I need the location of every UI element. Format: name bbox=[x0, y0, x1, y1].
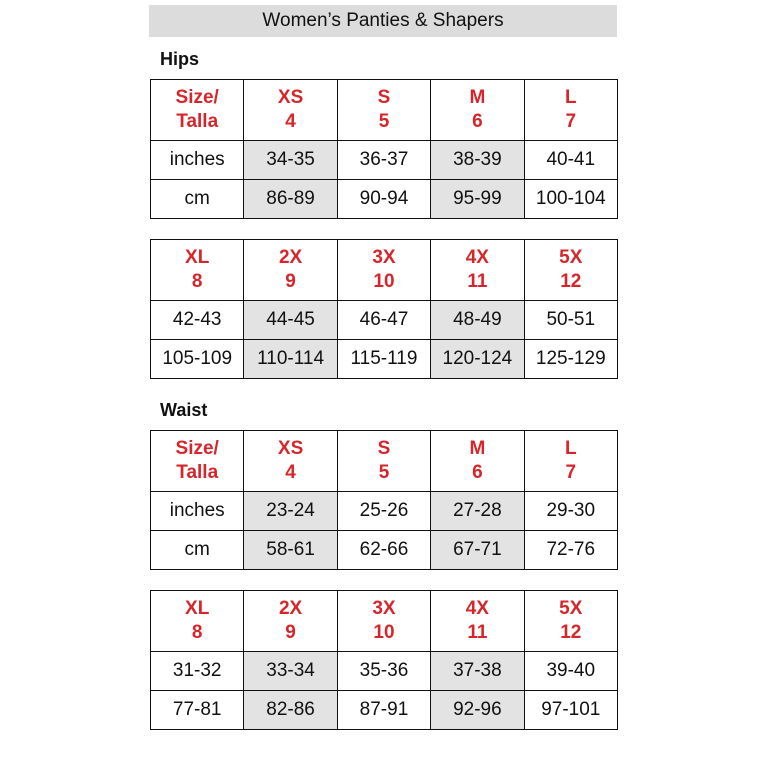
size-header-cell: 5X 12 bbox=[524, 240, 617, 301]
measure-cell: 23-24 bbox=[244, 492, 337, 531]
size-header-cell: M 6 bbox=[431, 80, 524, 141]
measure-cell: 97-101 bbox=[524, 691, 617, 730]
size-header-cell: XS 4 bbox=[244, 431, 337, 492]
measure-cell: 87-91 bbox=[337, 691, 430, 730]
measure-cell: 105-109 bbox=[151, 340, 244, 379]
measure-cell: 58-61 bbox=[244, 531, 337, 570]
measure-cell: 95-99 bbox=[431, 180, 524, 219]
size-header-cell: Size/ Talla bbox=[151, 431, 244, 492]
measure-cell: 125-129 bbox=[524, 340, 617, 379]
header-row bbox=[151, 240, 618, 301]
hips-table-2 bbox=[150, 239, 618, 379]
measure-cell: 100-104 bbox=[524, 180, 617, 219]
measure-cell: 37-38 bbox=[431, 652, 524, 691]
measure-cell: 115-119 bbox=[337, 340, 430, 379]
table-row bbox=[151, 652, 618, 691]
row-label: cm bbox=[151, 531, 244, 570]
size-header-cell: M 6 bbox=[431, 431, 524, 492]
table-row bbox=[151, 141, 618, 180]
table-row bbox=[151, 691, 618, 730]
measure-cell: 39-40 bbox=[524, 652, 617, 691]
size-header-cell: XL 8 bbox=[151, 240, 244, 301]
measure-cell: 27-28 bbox=[431, 492, 524, 531]
size-header-cell: Size/ Talla bbox=[151, 80, 244, 141]
measure-cell: 38-39 bbox=[431, 141, 524, 180]
measure-cell: 25-26 bbox=[337, 492, 430, 531]
header-row bbox=[151, 431, 618, 492]
measure-cell: 34-35 bbox=[244, 141, 337, 180]
waist-table-1 bbox=[150, 430, 618, 570]
measure-cell: 67-71 bbox=[431, 531, 524, 570]
size-header-cell: XL 8 bbox=[151, 591, 244, 652]
section-title-waist: Waist bbox=[160, 400, 208, 420]
measure-cell: 110-114 bbox=[244, 340, 337, 379]
header-row bbox=[151, 591, 618, 652]
size-header-cell: L 7 bbox=[524, 80, 617, 141]
size-header-cell: 2X 9 bbox=[244, 240, 337, 301]
measure-cell: 46-47 bbox=[337, 301, 430, 340]
measure-cell: 31-32 bbox=[151, 652, 244, 691]
measure-cell: 33-34 bbox=[244, 652, 337, 691]
header-row bbox=[151, 80, 618, 141]
measure-cell: 42-43 bbox=[151, 301, 244, 340]
table-row bbox=[151, 340, 618, 379]
size-header-cell: 3X 10 bbox=[337, 240, 430, 301]
measure-cell: 62-66 bbox=[337, 531, 430, 570]
measure-cell: 36-37 bbox=[337, 141, 430, 180]
measure-cell: 44-45 bbox=[244, 301, 337, 340]
measure-cell: 35-36 bbox=[337, 652, 430, 691]
measure-cell: 40-41 bbox=[524, 141, 617, 180]
measure-cell: 77-81 bbox=[151, 691, 244, 730]
measure-cell: 86-89 bbox=[244, 180, 337, 219]
row-label: inches bbox=[151, 141, 244, 180]
hips-table-1 bbox=[150, 79, 618, 219]
size-header-cell: 4X 11 bbox=[431, 240, 524, 301]
table-row bbox=[151, 180, 618, 219]
size-header-cell: 5X 12 bbox=[524, 591, 617, 652]
size-header-cell: XS 4 bbox=[244, 80, 337, 141]
measure-cell: 48-49 bbox=[431, 301, 524, 340]
row-label: cm bbox=[151, 180, 244, 219]
measure-cell: 90-94 bbox=[337, 180, 430, 219]
chart-title-bar bbox=[149, 5, 617, 37]
measure-cell: 50-51 bbox=[524, 301, 617, 340]
row-label: inches bbox=[151, 492, 244, 531]
size-header-cell: S 5 bbox=[337, 80, 430, 141]
size-header-cell: 3X 10 bbox=[337, 591, 430, 652]
size-header-cell: 4X 11 bbox=[431, 591, 524, 652]
section-title-hips: Hips bbox=[160, 49, 200, 69]
table-row bbox=[151, 301, 618, 340]
measure-cell: 82-86 bbox=[244, 691, 337, 730]
measure-cell: 92-96 bbox=[431, 691, 524, 730]
waist-table-2 bbox=[150, 590, 618, 730]
size-header-cell: 2X 9 bbox=[244, 591, 337, 652]
table-row bbox=[151, 531, 618, 570]
size-header-cell: L 7 bbox=[524, 431, 617, 492]
measure-cell: 29-30 bbox=[524, 492, 617, 531]
table-row bbox=[151, 492, 618, 531]
measure-cell: 120-124 bbox=[431, 340, 524, 379]
size-header-cell: S 5 bbox=[337, 431, 430, 492]
measure-cell: 72-76 bbox=[524, 531, 617, 570]
chart-title: Women’s Panties & Shapers bbox=[262, 10, 504, 31]
